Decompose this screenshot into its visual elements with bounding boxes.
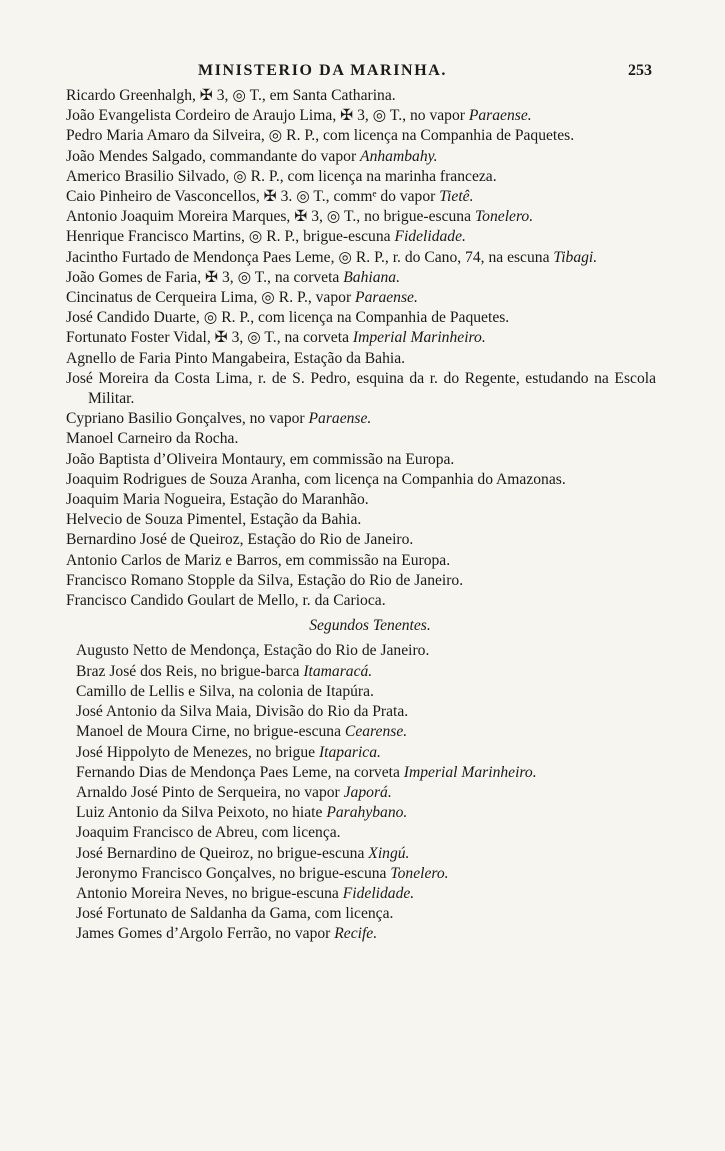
list-item (66, 470, 656, 490)
list-item (66, 288, 656, 308)
section-heading: Segundos Tenentes. (309, 617, 431, 635)
entry-text: Agnello de Faria Pinto Mangabeira, Estação da Bahia. (66, 349, 406, 367)
vessel-name: Tonelero. (390, 864, 449, 882)
list-item (66, 349, 656, 369)
entry-text: Manoel Carneiro da Rocha. (66, 430, 239, 448)
list-item (76, 884, 656, 904)
list-item (66, 86, 656, 106)
entry-text: José Antonio da Silva Maia, Divisão do Rio da Prata. (76, 703, 409, 721)
entry-text: James Gomes d’Argolo Ferrão, no vapor (76, 925, 335, 943)
list-item (66, 207, 656, 227)
entry-text: João Gomes de Faria, ✠ 3, ◎ T., na corveta (66, 268, 344, 286)
list-item (76, 722, 656, 742)
entry-text: Antonio Joaquim Moreira Marques, ✠ 3, ◎ T., no brigue-escuna (66, 208, 475, 226)
vessel-name: Cearense. (344, 723, 408, 741)
list-item (66, 187, 656, 207)
officer-list-second (66, 641, 656, 944)
vessel-name: Itaparica. (318, 743, 381, 761)
list-item (76, 844, 656, 864)
list-item (66, 167, 656, 187)
vessel-name: Imperial Marinheiro. (352, 329, 486, 347)
entry-text: Pedro Maria Amaro da Silveira, ◎ R. P., com licença na Companhia de Paquetes. (66, 127, 575, 145)
entry-text: Braz José dos Reis, no brigue-barca (76, 662, 304, 680)
list-item (66, 147, 656, 167)
entry-text: Ricardo Greenhalgh, ✠ 3, ◎ T., em Santa Catharina. (66, 87, 396, 104)
list-item (76, 763, 656, 783)
list-item (76, 864, 656, 884)
list-item (76, 641, 656, 661)
entry-text: Joaquim Francisco de Abreu, com licença. (76, 824, 341, 842)
entry-text: Helvecio de Souza Pimentel, Estação da Bahia. (66, 511, 362, 529)
entry-text: José Hippolyto de Menezes, no brigue (76, 743, 319, 761)
entry-text: Augusto Netto de Mendonça, Estação do Rio de Janeiro. (76, 642, 430, 660)
entry-text: Fernando Dias de Mendonça Paes Leme, na corveta (76, 763, 404, 781)
list-item (66, 450, 656, 470)
list-item (66, 126, 656, 146)
entry-text: Fortunato Foster Vidal, ✠ 3, ◎ T., na corveta (66, 329, 353, 347)
running-header (66, 62, 654, 84)
vessel-name: Tonelero. (474, 208, 534, 226)
entry-text: Cypriano Basilio Gonçalves, no vapor (66, 410, 309, 428)
list-item (76, 783, 656, 803)
list-item (66, 551, 656, 571)
entry-text: Jacintho Furtado de Mendonça Paes Leme, ◎ R. P., r. do Cano, 74, na escuna (66, 248, 554, 266)
entry-text: Bernardino José de Queiroz, Estação do Rio de Janeiro. (66, 531, 414, 549)
vessel-name: Paraense. (308, 410, 372, 428)
entry-text: Cincinatus de Cerqueira Lima, ◎ R. P., vapor (66, 289, 356, 307)
entry-text: Americo Brasilio Silvado, ◎ R. P., com licença na marinha franceza. (66, 167, 497, 185)
vessel-name: Paraense. (355, 289, 418, 307)
list-item (76, 662, 656, 682)
list-item (66, 409, 656, 429)
page-number: 253 (628, 62, 652, 79)
list-item (66, 308, 656, 328)
list-item (76, 803, 656, 823)
entry-text: José Candido Duarte, ◎ R. P., com licença na Companhia de Paquetes. (66, 309, 510, 327)
vessel-name: Imperial Marinheiro. (403, 763, 537, 781)
entry-text: José Moreira da Costa Lima, r. de S. Pedro, esquina da r. do Regente, estudando na Escola Militar. (66, 369, 656, 408)
list-item (66, 591, 656, 611)
list-item (66, 227, 656, 247)
entry-text: Camillo de Lellis e Silva, na colonia de Itapúra. (76, 682, 374, 700)
entry-text: Antonio Carlos de Mariz e Barros, em commissão na Europa. (66, 551, 451, 569)
entry-text: João Evangelista Cordeiro de Araujo Lima, ✠ 3, ◎ T., no vapor (66, 107, 469, 125)
page-title: MINISTERIO DA MARINHA. (198, 62, 447, 79)
officer-list-first (66, 86, 656, 611)
entry-text: Francisco Candido Goulart de Mello, r. da Carioca. (66, 592, 386, 610)
vessel-name: Parahybano. (326, 804, 408, 822)
vessel-name: Fidelidade. (342, 884, 415, 902)
vessel-name: Tietê. (439, 188, 474, 206)
list-item (66, 571, 656, 591)
list-item (66, 106, 656, 126)
list-item (66, 328, 656, 348)
list-item (76, 682, 656, 702)
entry-text: Joaquim Rodrigues de Souza Aranha, com licença na Companhia do Amazonas. (66, 470, 566, 488)
entry-text: Arnaldo José Pinto de Serqueira, no vapor (76, 783, 344, 801)
vessel-name: Tibagi. (553, 248, 598, 266)
list-item (66, 429, 656, 449)
vessel-name: Japorá. (343, 783, 392, 801)
list-item (76, 702, 656, 722)
vessel-name: Xingú. (368, 844, 410, 862)
vessel-name: Itamaracá. (303, 662, 373, 680)
entry-text: Joaquim Maria Nogueira, Estação do Maranhão. (66, 491, 369, 509)
list-item (76, 823, 656, 843)
entry-text: Jeronymo Francisco Gonçalves, no brigue-escuna (76, 864, 391, 882)
list-item (66, 490, 656, 510)
list-item (76, 904, 656, 924)
list-item (66, 510, 656, 530)
list-item (76, 743, 656, 763)
entry-text: João Baptista d’Oliveira Montaury, em commissão na Europa. (66, 450, 455, 468)
vessel-name: Fidelidade. (394, 228, 466, 246)
entry-text: Antonio Moreira Neves, no brigue-escuna (76, 884, 343, 902)
entry-text: Henrique Francisco Martins, ◎ R. P., brigue-escuna (66, 228, 395, 246)
entry-text: José Fortunato de Saldanha da Gama, com licença. (76, 905, 394, 923)
list-item (66, 248, 656, 268)
entry-text: Caio Pinheiro de Vasconcellos, ✠ 3. ◎ T., commᵉ do vapor (66, 188, 440, 206)
vessel-name: Paraense. (468, 107, 532, 125)
vessel-name: Anhambahy. (360, 147, 438, 165)
vessel-name: Bahiana. (343, 268, 401, 286)
entry-text: João Mendes Salgado, commandante do vapor (66, 147, 361, 165)
entry-text: José Bernardino de Queiroz, no brigue-escuna (76, 844, 369, 862)
vessel-name: Recife. (334, 925, 378, 943)
list-item (66, 530, 656, 550)
list-item (66, 268, 656, 288)
entry-text: Francisco Romano Stopple da Silva, Estação do Rio de Janeiro. (66, 571, 464, 589)
entry-text: Luiz Antonio da Silva Peixoto, no hiate (76, 804, 327, 822)
entry-text: Manoel de Moura Cirne, no brigue-escuna (76, 723, 345, 741)
list-item (76, 924, 656, 944)
document-body (66, 86, 656, 945)
list-item (66, 369, 656, 409)
